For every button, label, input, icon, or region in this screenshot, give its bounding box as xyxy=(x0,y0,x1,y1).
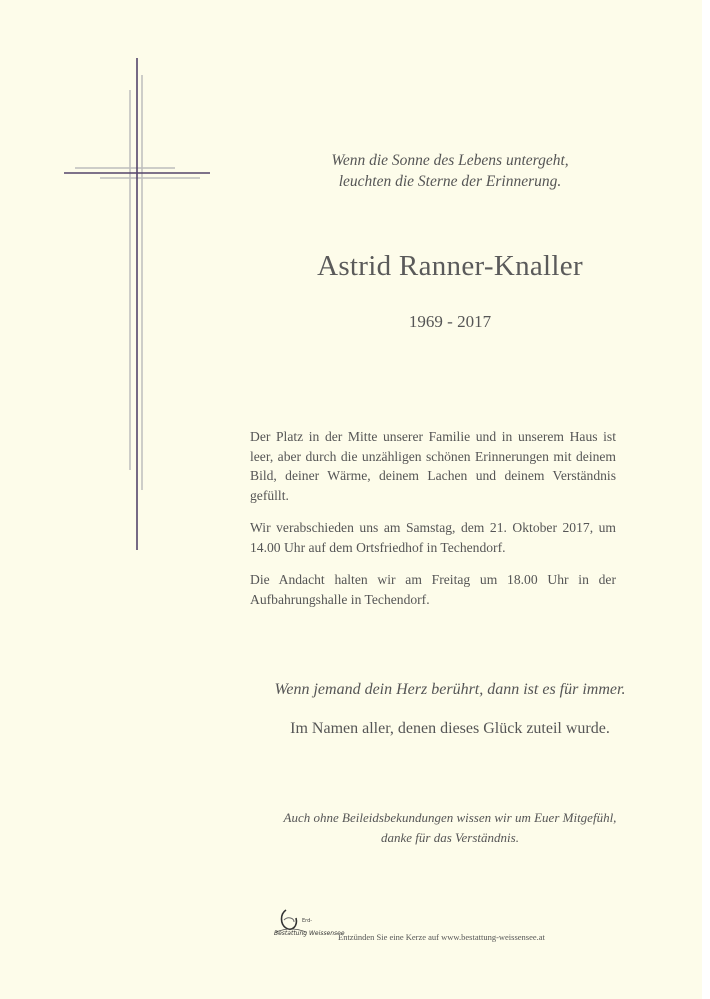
logo-text-top: Erd- xyxy=(302,918,313,924)
note-line-1: Auch ohne Beileidsbekundungen wissen wir um Euer Mitgefühl, xyxy=(283,810,617,825)
note-line-2: danke für das Verständnis. xyxy=(381,830,519,845)
website-link[interactable]: www.bestattung-weissensee.at xyxy=(441,932,545,942)
footer xyxy=(272,906,692,942)
obituary-body xyxy=(250,427,616,622)
quote-line-2: leuchten die Sterne der Erinnerung. xyxy=(338,173,562,190)
life-dates: 1969 - 2017 xyxy=(408,312,492,331)
candle-invitation xyxy=(338,932,545,942)
paragraph-memories: Der Platz in der Mitte unserer Familie und in unserem Haus ist leer, aber durch die unzähligen schönen Erinnerungen mit deinem Bild, deiner Wärme, deinem Lachen und deinem Verständnis gefüllt. xyxy=(250,429,616,503)
deceased-name: Astrid Ranner-Knaller xyxy=(317,250,583,282)
quote-line-1: Wenn die Sonne des Lebens untergeht, xyxy=(331,152,569,169)
logo-text-bottom: Bestattung Weissensee xyxy=(274,930,345,937)
opening-quote xyxy=(250,150,650,192)
paragraph-funeral: Wir verabschieden uns am Samstag, dem 21. Oktober 2017, um 14.00 Uhr auf dem Ortsfriedhof in Techendorf. xyxy=(250,520,616,555)
paragraph-vigil: Die Andacht halten wir am Freitag um 18.00 Uhr in der Aufbahrungshalle in Techendorf. xyxy=(250,572,616,607)
cross-icon xyxy=(0,0,220,560)
closing-signature: Im Namen aller, denen dieses Glück zuteil wurde. xyxy=(290,720,610,737)
candle-text: Entzünden Sie eine Kerze auf xyxy=(338,932,440,942)
condolence-note xyxy=(200,808,700,848)
closing-quote: Wenn jemand dein Herz berührt, dann ist es für immer. xyxy=(274,681,626,698)
